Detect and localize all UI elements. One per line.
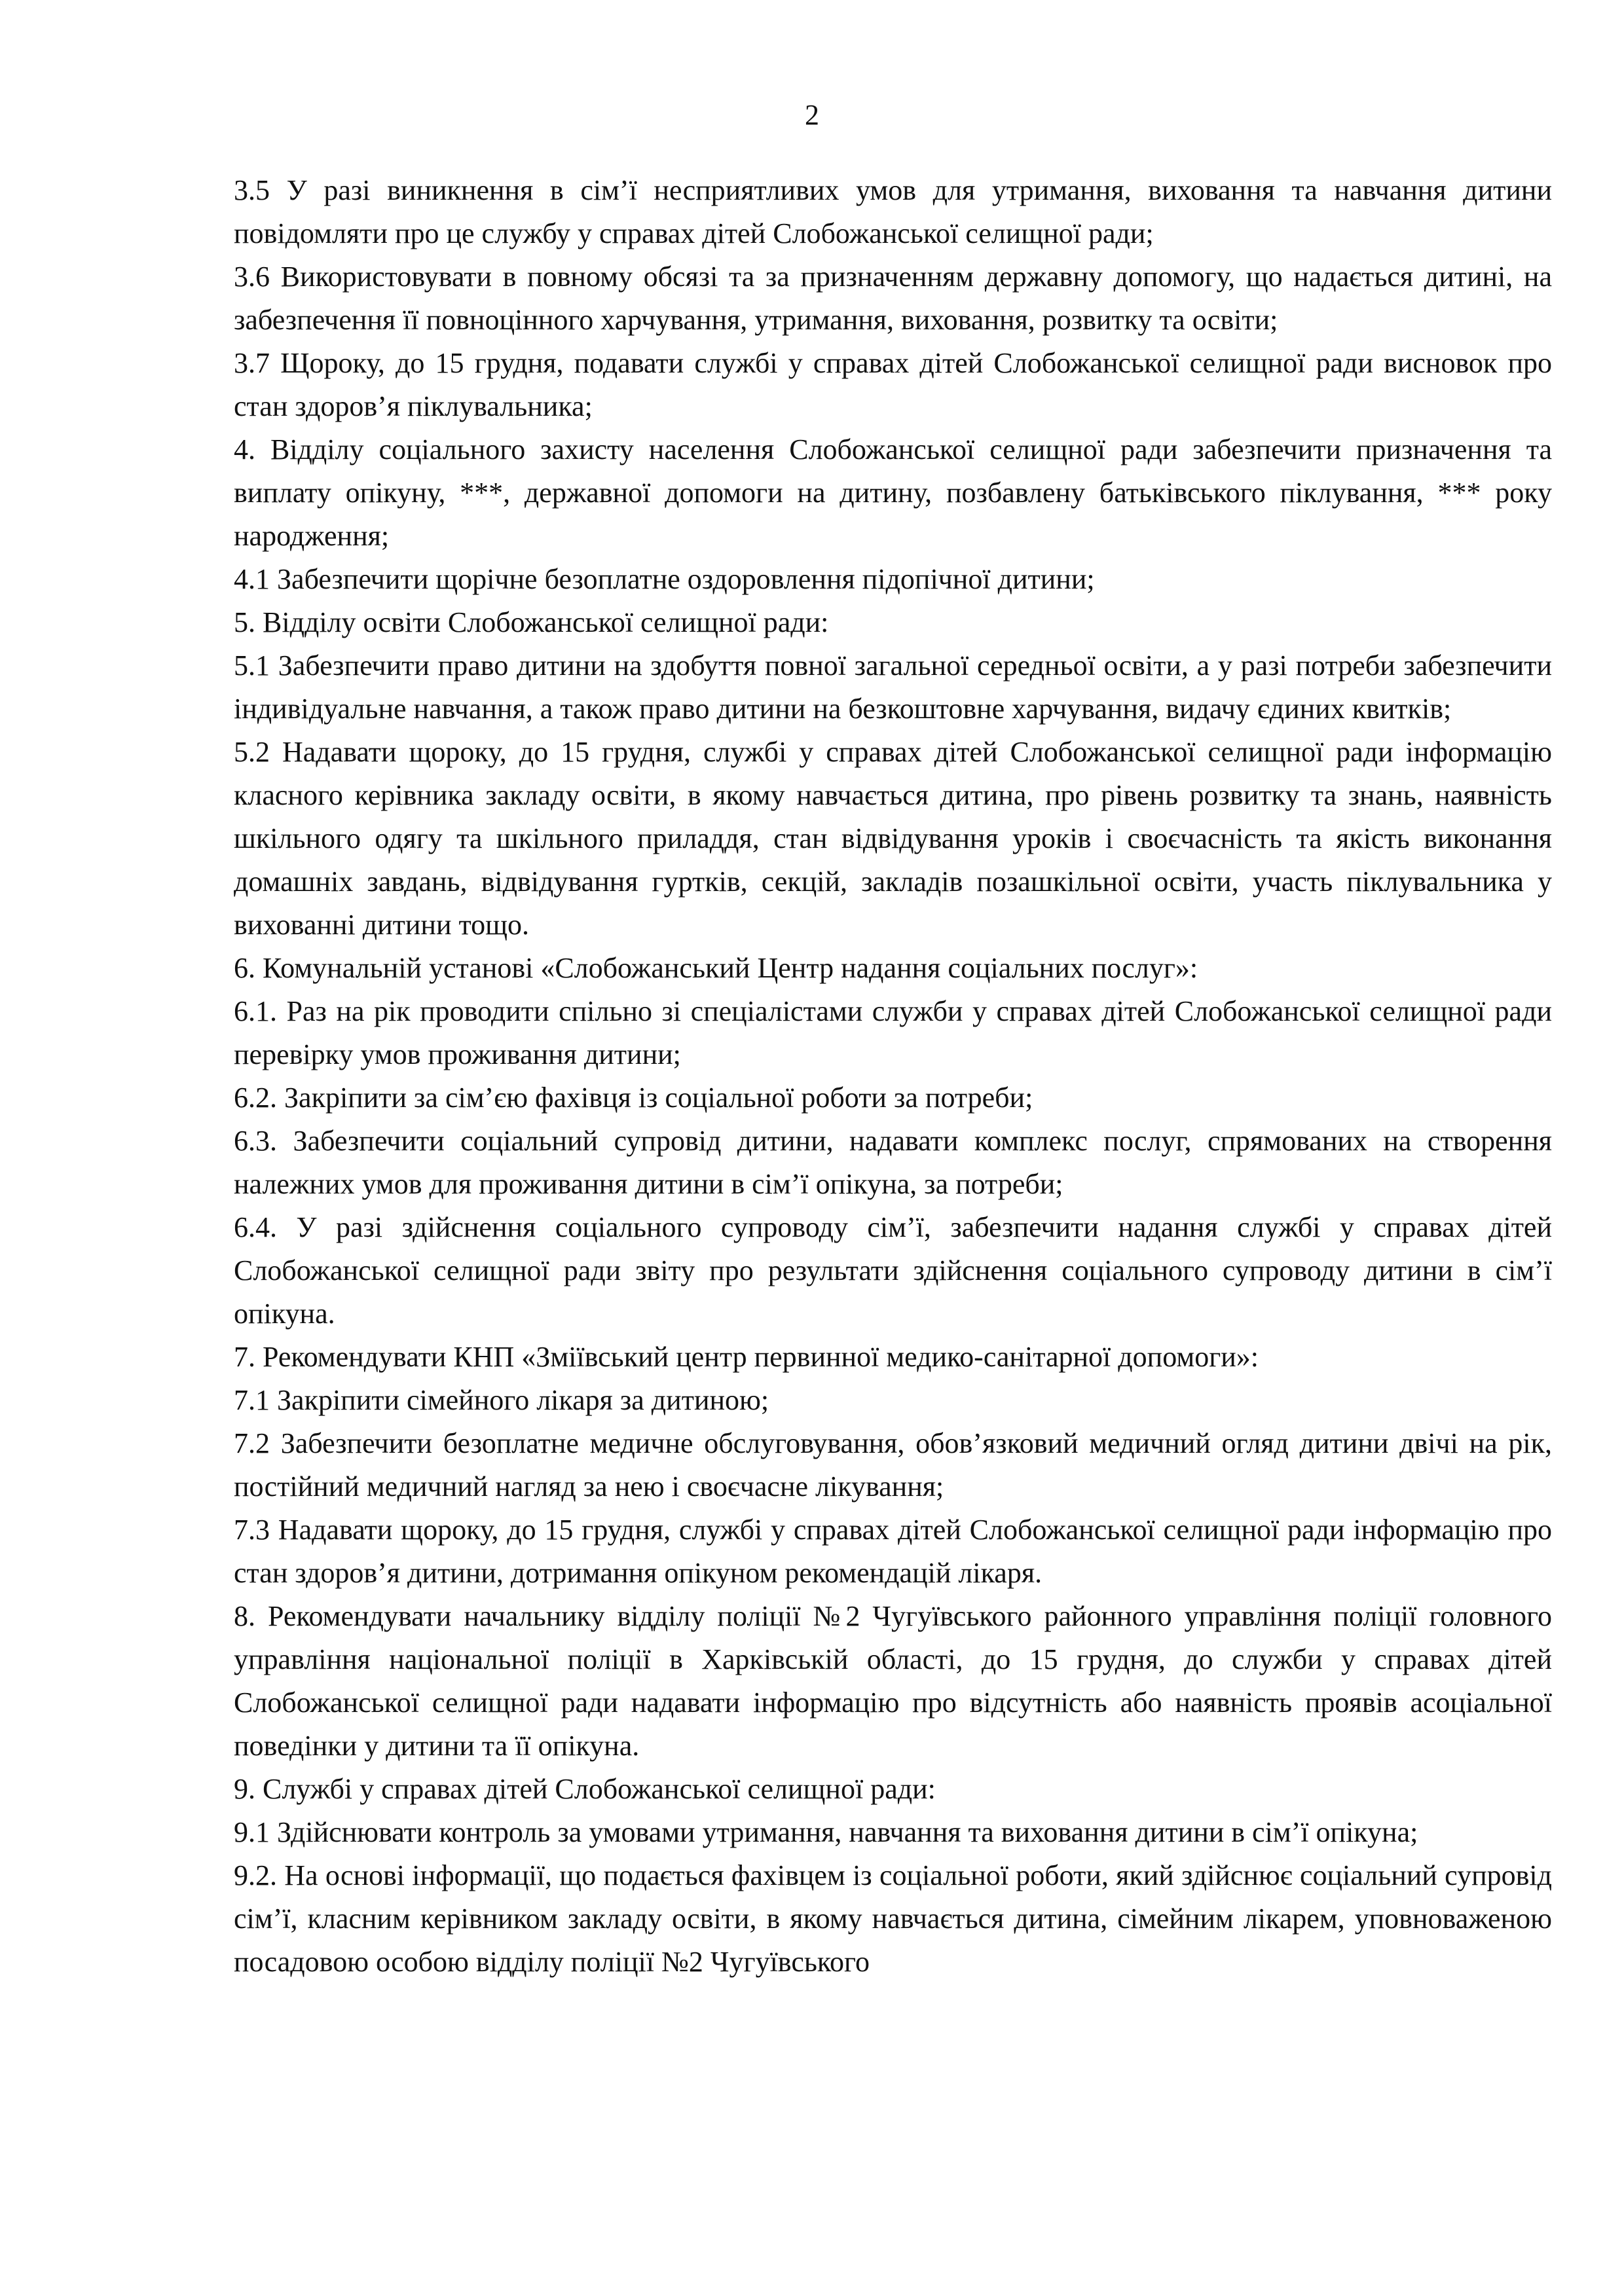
paragraph-4-1: 4.1 Забезпечити щорічне безоплатне оздоровлення підопічної дитини; [234, 563, 1095, 595]
paragraph-6-3: 6.3. Забезпечити соціальний супровід дитини, надавати комплекс послуг, спрямованих на створення належних умов для проживання дитини в сім’ї опікуна, за потреби; [234, 1125, 1552, 1200]
paragraph-5-2: 5.2 Надавати щороку, до 15 грудня, службі у справах дітей Слобожанської селищної ради інформацію класного керівника закладу освіти, в якому навчається дитина, про рівень розвитку та знань, наявність шкільного одягу та шкільного приладдя, стан відвідування уроків і своєчасність та якість виконання домашніх завдань, відвідування гуртків, секцій, закладів позашкільної освіти, участь піклувальника у вихованні дитини тощо. [234, 736, 1552, 941]
paragraph-6-1: 6.1. Раз на рік проводити спільно зі спеціалістами служби у справах дітей Слобожанської селищної ради перевірку умов проживання дитини; [234, 995, 1552, 1070]
paragraph-5: 5. Відділу освіти Слобожанської селищної ради: [234, 606, 829, 638]
paragraph-7: 7. Рекомендувати КНП «Зміївський центр первинної медико-санітарної допомоги»: [234, 1341, 1259, 1373]
paragraph-7-1: 7.1 Закріпити сімейного лікаря за дитиною; [234, 1384, 769, 1416]
paragraph-9: 9. Службі у справах дітей Слобожанської селищної ради: [234, 1773, 936, 1805]
paragraph-6-2: 6.2. Закріпити за сім’єю фахівця із соціальної роботи за потреби; [234, 1082, 1033, 1114]
paragraph-6: 6. Комунальній установі «Слобожанський Центр надання соціальних послуг»: [234, 952, 1198, 984]
paragraph-8: 8. Рекомендувати начальнику відділу поліції №2 Чугуївського районного управління поліції головного управління національної поліції в Харківській області, до 15 грудня, до служби у справах дітей Слобожанської селищної ради надавати інформацію про відсутність або наявність проявів асоціальної поведінки у дитини та її опікуна. [234, 1600, 1552, 1762]
paragraph-3-6: 3.6 Використовувати в повному обсязі та за призначенням державну допомогу, що надається дитині, на забезпечення її повноцінного харчування, утримання, виховання, розвитку та освіти; [234, 261, 1552, 336]
paragraph-3-7: 3.7 Щороку, до 15 грудня, подавати службі у справах дітей Слобожанської селищної ради висновок про стан здоров’я піклувальника; [234, 347, 1552, 422]
page-number: 2 [805, 99, 819, 131]
document-body [234, 169, 1552, 1984]
paragraph-6-4: 6.4. У разі здійснення соціального супроводу сім’ї, забезпечити надання службі у справах дітей Слобожанської селищної ради звіту про результати здійснення соціального супроводу дитини в сім’ї опікуна. [234, 1211, 1552, 1330]
paragraph-3-5: 3.5 У разі виникнення в сім’ї несприятливих умов для утримання, виховання та навчання дитини повідомляти про це службу у справах дітей Слобожанської селищної ради; [234, 174, 1552, 249]
paragraph-9-2: 9.2. На основі інформації, що подається фахівцем із соціальної роботи, який здійснює соціальний супровід сім’ї, класним керівником закладу освіти, в якому навчається дитина, сімейним лікарем, уповноваженою посадовою особою відділу поліції №2 Чугуївського [234, 1859, 1552, 1978]
paragraph-5-1: 5.1 Забезпечити право дитини на здобуття повної загальної середньої освіти, а у разі потреби забезпечити індивідуальне навчання, а також право дитини на безкоштовне харчування, видачу єдиних квитків; [234, 649, 1552, 725]
paragraph-4: 4. Відділу соціального захисту населення Слобожанської селищної ради забезпечити призначення та виплату опікуну, ***, державної допомоги на дитину, позбавлену батьківського піклування, *** року народження; [234, 433, 1552, 552]
paragraph-7-2: 7.2 Забезпечити безоплатне медичне обслуговування, обов’язковий медичний огляд дитини двічі на рік, постійний медичний нагляд за нею і своєчасне лікування; [234, 1427, 1552, 1503]
paragraph-7-3: 7.3 Надавати щороку, до 15 грудня, службі у справах дітей Слобожанської селищної ради інформацію про стан здоров’я дитини, дотримання опікуном рекомендацій лікаря. [234, 1514, 1552, 1589]
paragraph-9-1: 9.1 Здійснювати контроль за умовами утримання, навчання та виховання дитини в сім’ї опікуна; [234, 1816, 1418, 1848]
